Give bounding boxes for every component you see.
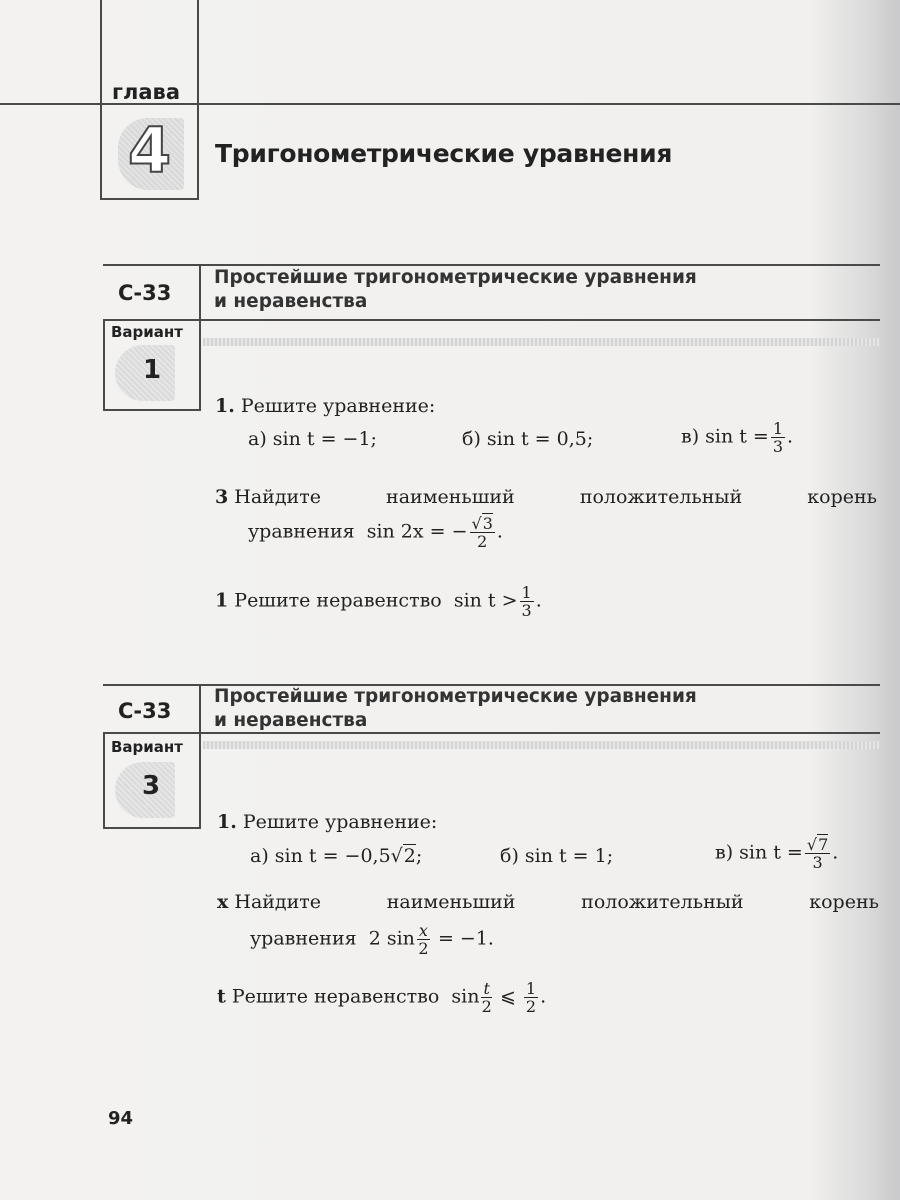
- word: наименьший: [386, 891, 516, 913]
- task-2-line-2: [250, 922, 494, 957]
- fraction: [771, 420, 785, 455]
- variant-box-bottom: [103, 409, 201, 411]
- section-title-line-1: Простейшие тригонометрические уравнения: [214, 686, 697, 707]
- item-expr: sin t = −0,5: [274, 845, 391, 867]
- denominator: 2: [418, 939, 429, 958]
- radicand: 3: [482, 514, 493, 533]
- task-number: 1: [215, 589, 229, 612]
- item-expr: sin t =: [739, 841, 803, 864]
- section-title: [214, 685, 697, 733]
- denominator: 2: [477, 532, 488, 551]
- item-label: б): [462, 428, 481, 450]
- task-number: 1.: [215, 395, 235, 417]
- task-text: уравнения: [250, 927, 357, 950]
- punct: .: [535, 589, 542, 612]
- task-text: уравнения: [248, 520, 355, 543]
- fraction: [470, 515, 495, 550]
- task-3: [217, 980, 546, 1015]
- fraction: [417, 922, 430, 957]
- numerator: 1: [521, 583, 532, 602]
- numerator-var: x: [418, 921, 428, 940]
- task-1-c: [681, 420, 793, 455]
- task-text: Решите уравнение:: [240, 395, 436, 417]
- expr: sin t >: [453, 589, 518, 612]
- denominator: 2: [481, 997, 492, 1016]
- word: корень: [807, 486, 877, 508]
- section-title-line-2: и неравенства: [214, 710, 368, 731]
- task-2: [217, 891, 879, 913]
- relation: ⩽: [499, 985, 516, 1008]
- section-divider: [199, 684, 201, 829]
- word: корень: [809, 891, 879, 913]
- numerator: 1: [525, 979, 537, 998]
- expr: sin 2x = −: [366, 520, 468, 543]
- fraction: [520, 584, 534, 619]
- numerator: [481, 980, 491, 998]
- numerator: √3: [471, 514, 493, 533]
- denominator: 3: [521, 601, 532, 620]
- word: Найдите: [234, 891, 322, 913]
- variant-box-bottom: [103, 827, 201, 829]
- task-1: [215, 395, 435, 417]
- item-expr: sin t =: [705, 425, 769, 448]
- chapter-number-badge: [118, 114, 184, 190]
- task-text: Решите уравнение:: [242, 811, 438, 833]
- task-1-b: [500, 845, 613, 867]
- punct: .: [540, 985, 547, 1008]
- item-expr: sin t = −1;: [272, 428, 377, 450]
- page-number: 94: [108, 1108, 134, 1129]
- task-text: Решите неравенство: [231, 985, 440, 1008]
- item-label: в): [681, 425, 700, 448]
- expr: sin: [451, 985, 480, 1008]
- punct: .: [496, 520, 503, 543]
- radicand: 2: [403, 845, 416, 867]
- section-title-line-1: Простейшие тригонометрические уравнения: [214, 267, 697, 288]
- radicand: 7: [818, 835, 829, 854]
- decorative-band: [203, 338, 880, 346]
- section-title-line-2: и неравенства: [214, 291, 368, 312]
- task-1-c: [715, 836, 838, 871]
- word: Найдите: [234, 486, 321, 508]
- numerator: [417, 922, 430, 940]
- chapter-number: 4: [128, 114, 172, 187]
- section-code: С-33: [118, 281, 172, 305]
- punct: ;: [415, 845, 423, 867]
- task-3: [215, 584, 542, 619]
- variant-box-left: [103, 733, 105, 829]
- variant-label: Вариант: [111, 323, 183, 341]
- task-number: 3: [215, 486, 229, 508]
- denominator: 3: [772, 437, 784, 456]
- variant-number: 1: [143, 355, 162, 385]
- item-expr: sin t = 0,5;: [486, 428, 594, 450]
- task-2: [215, 486, 877, 508]
- chapter-label: глава: [112, 80, 180, 104]
- task-text: Решите неравенство: [234, 589, 442, 612]
- numerator: 1: [772, 419, 784, 438]
- chapter-box-bottom-border: [100, 198, 199, 200]
- task-1-a: [248, 428, 377, 450]
- section-code: С-33: [118, 699, 172, 723]
- item-label: а): [248, 428, 267, 450]
- section-divider: [199, 264, 201, 411]
- numerator-var: t: [483, 979, 490, 998]
- fraction: [524, 980, 538, 1015]
- denominator: 2: [525, 997, 537, 1016]
- denominator: 3: [812, 853, 823, 872]
- item-expr: sin t = 1;: [524, 845, 614, 867]
- expr: = −1.: [437, 927, 494, 950]
- chapter-box-right-border: [197, 0, 199, 200]
- punct: .: [832, 841, 839, 864]
- chapter-box-left-border: [100, 0, 102, 200]
- word: положительный: [579, 486, 743, 508]
- task-2-line-2: [248, 515, 503, 550]
- item-label: б): [500, 845, 519, 867]
- numerator: √7: [806, 835, 829, 854]
- item-label: в): [715, 841, 734, 864]
- fraction: [481, 980, 491, 1015]
- item-label: а): [250, 845, 269, 867]
- word: наименьший: [386, 486, 515, 508]
- task-1-a: а) sin t = −0,5√2;: [250, 845, 423, 867]
- section-header-rule: [103, 319, 880, 321]
- chapter-title: Тригонометрические уравнения: [215, 139, 673, 168]
- variant-number: 3: [142, 771, 161, 801]
- task-1-b: [462, 428, 593, 450]
- variant-label: Вариант: [111, 738, 183, 756]
- task-number: 1.: [217, 811, 237, 833]
- word: положительный: [581, 891, 744, 913]
- fraction: [805, 836, 830, 871]
- decorative-band: [203, 741, 880, 749]
- task-number: x: [217, 891, 229, 913]
- task-number: t: [217, 985, 226, 1008]
- variant-box-left: [103, 320, 105, 411]
- section-title: [214, 266, 697, 314]
- task-1: [217, 811, 437, 833]
- expr: 2 sin: [368, 927, 415, 950]
- punct: .: [787, 425, 794, 448]
